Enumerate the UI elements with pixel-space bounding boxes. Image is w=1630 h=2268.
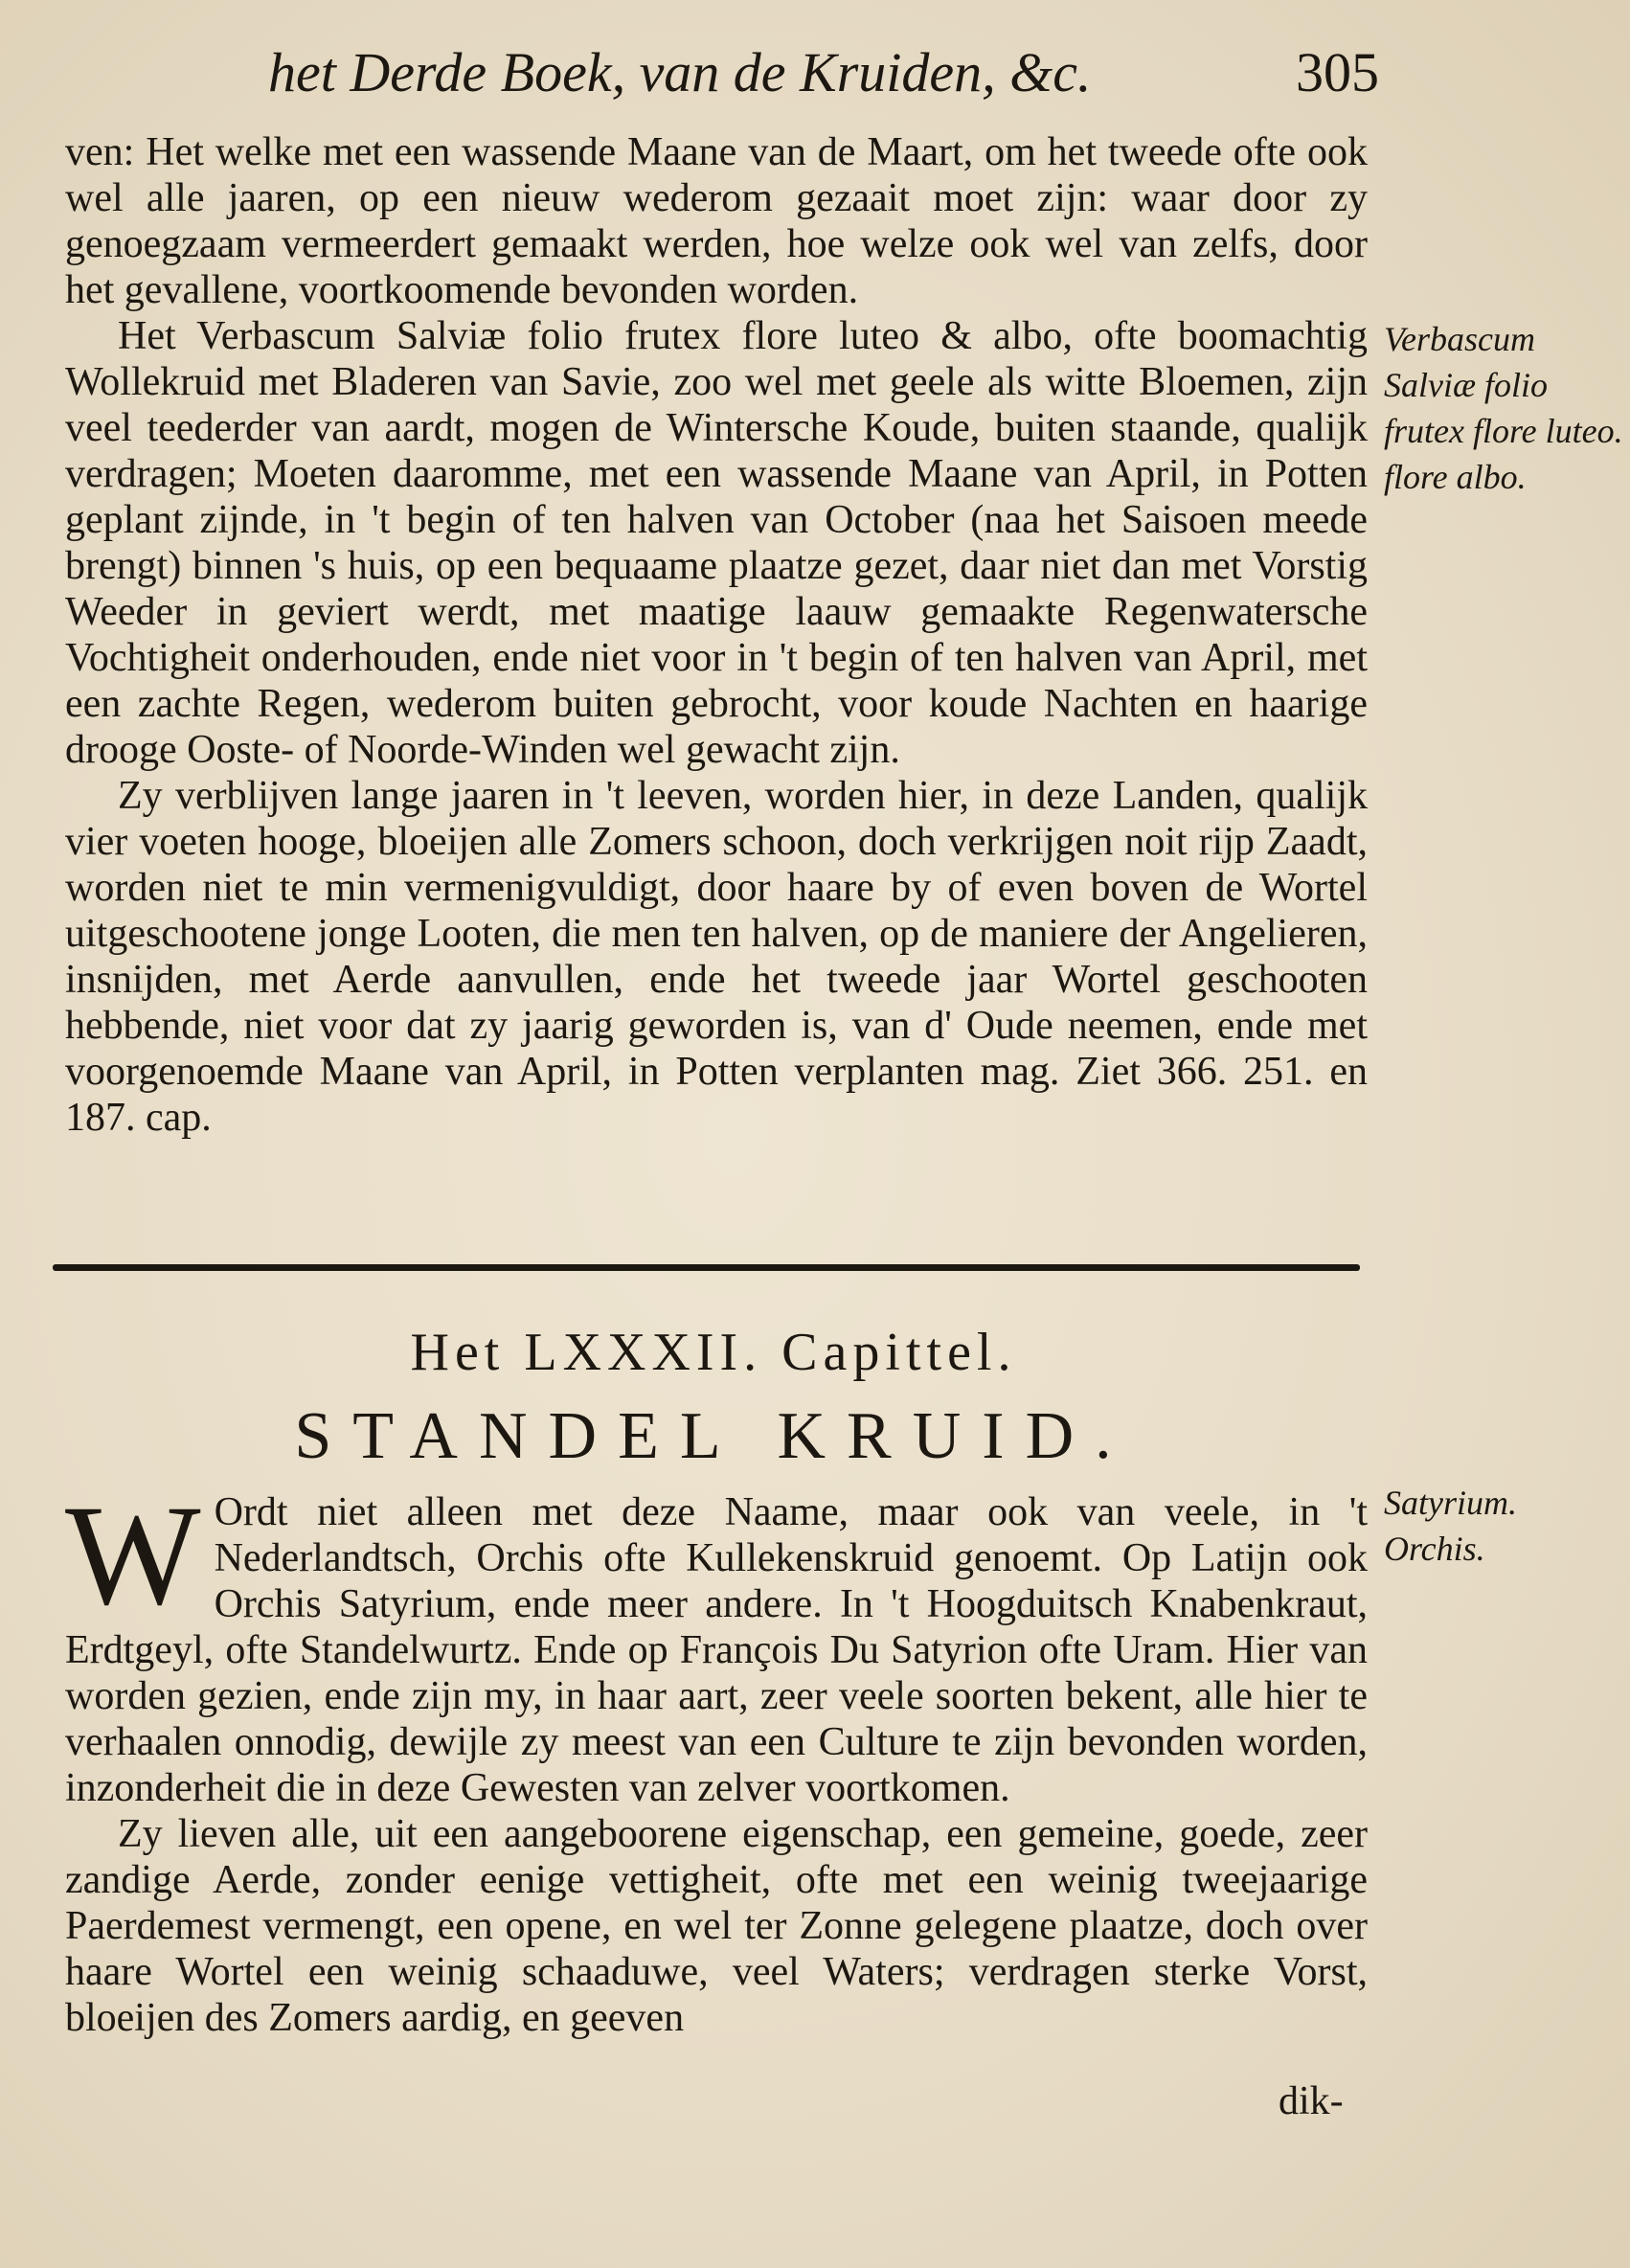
margin-note-satyrium: Satyrium. Orchis. xyxy=(1384,1484,1517,1568)
chapter-title: STANDEL KRUID. xyxy=(294,1399,1133,1473)
section-continued-text xyxy=(65,129,1368,1141)
paragraph: ven: Het welke met een wassende Maane van de Maart, om het tweede ofte ook wel alle jaaren, op een nieuw wederom gezaait moet zijn: waar door zy genoegzaam vermeerdert gemaakt werden, hoe welze ook wel van zelfs, door het gevallene, voortkoomende bevonden worden. xyxy=(65,130,1368,312)
paragraph-text: Ordt niet alleen met deze Naame, maar ook van veele, in 't Nederlandtsch, Orchis ofte Kullekenskruid genoemt. Op Latijn ook Orchis Satyrium, ende meer andere. In 't Hoogduitsch Knabenkraut, Erdtgeyl, ofte Standelwurtz. Ende op François Du Satyrion ofte Uram. Hier van worden gezien, ende zijn my, in haar aart, zeer veele soorten bekent, alle hier te verhaalen onnodig, dewijle zy meest van een Culture te zijn bevonden worden, inzonderheit die in deze Gewesten van zelver voortkomen. xyxy=(65,1490,1368,1810)
running-header xyxy=(268,40,1379,126)
page-number: 305 xyxy=(1296,41,1379,103)
running-title: het Derde Boek, van de Kruiden, &c. xyxy=(268,41,1092,103)
drop-cap: W xyxy=(65,1476,201,1635)
section-divider xyxy=(53,1264,1360,1271)
margin-note-verbascum: Verbascum Salviæ folio frutex flore luteo. flore albo. xyxy=(1384,320,1623,496)
paragraph xyxy=(65,1476,1368,1811)
chapter-body-text xyxy=(65,1476,1368,2041)
paragraph: Het Verbascum Salviæ folio frutex flore luteo & albo, ofte boomachtig Wollekruid met Bladeren van Savie, zoo wel met geele als witte Bloemen, zijn veel teederder van aardt, mogen de Wintersche Koude, buiten staande, qualijk verdragen; Moeten daaromme, met een wassende Maane van April, in Potten geplant zijnde, in 't begin of ten halven van October (naa het Saisoen meede brengt) binnen 's huis, op een bequaame plaatze gezet, daar niet dan met Vorstig Weeder in geviert werdt, met maatige laauw gemaakte Regenwatersche Vochtigheit onderhouden, ende niet voor in 't begin of ten halven van April, met een zachte Regen, wederom buiten gebrocht, voor koude Nachten en haarige droogе Ooste- of Noorde-Winden wel gewacht zijn. xyxy=(65,314,1368,772)
paragraph: Zy verblijven lange jaaren in 't leeven, worden hier, in deze Landen, qualijk vier voeten hooge, bloeijen alle Zomers schoon, doch verkrijgen noit rijp Zaadt, worden niet te min vermenigvuldigt, door haare by of even boven de Wortel uitgeschootene jonge Looten, die men ten halven, op de maniere der Angelieren, insnijden, met Aerde aanvullen, ende het tweede jaar Wortel geschooten hebbende, niet voor dat zy jaarig geworden is, van d' Oude neemen, ende met voorgenoemde Maane van April, in Potten verplanten mag. Ziet 366. 251. en 187. cap. xyxy=(65,774,1368,1140)
paragraph: Zy lieven alle, uit een aangeboorene eigenschap, een gemeine, goede, zeer zandige Aerde, zonder eenige vettigheit, ofte met een weinig tweejaarige Paerdemest vermengt, een opene, en wel ter Zonne gelegene plaatze, doch over haare Wortel een weinig schaaduwe, veel Waters; verdragen sterke Vorst, bloeijen des Zomers aardig, en geeven xyxy=(65,1812,1368,2040)
catchword: dik- xyxy=(1279,2079,1344,2123)
chapter-number: Het LXXXII. Capittel. xyxy=(410,1323,1017,1382)
